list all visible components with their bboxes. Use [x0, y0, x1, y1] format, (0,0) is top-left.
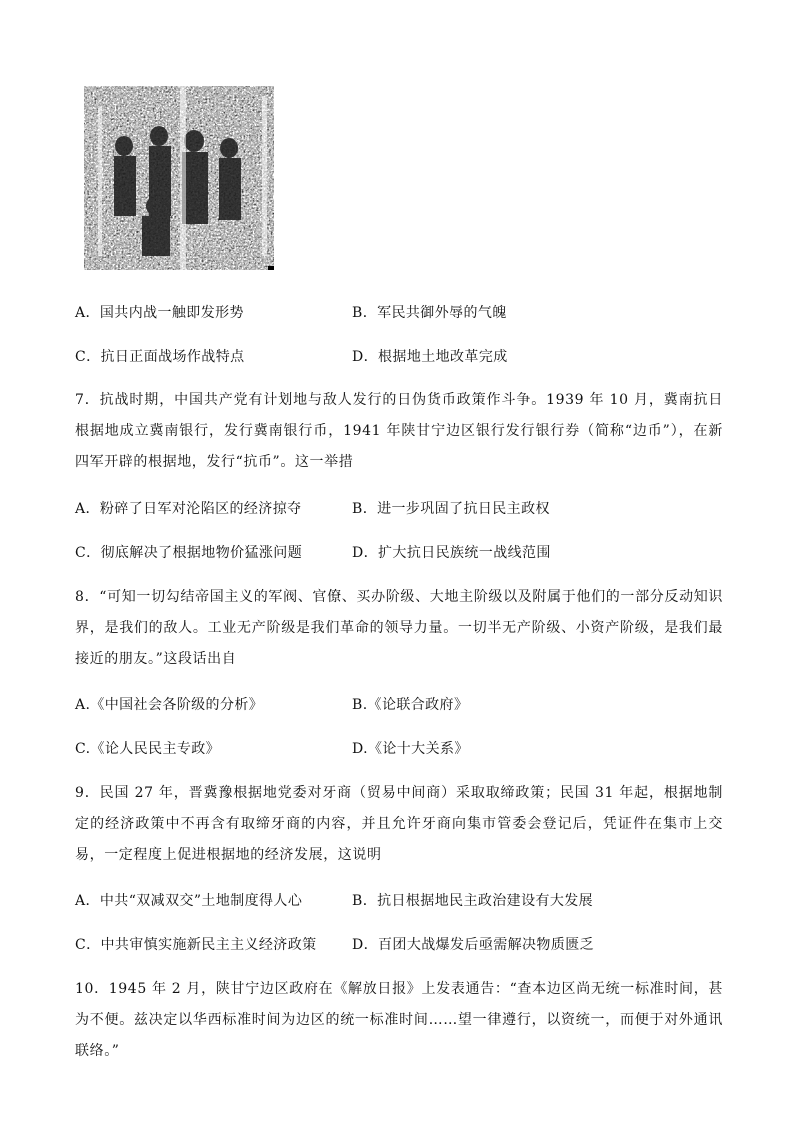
q8-option-d: D.《论十大关系》	[352, 741, 469, 757]
q6-option-c: C．抗日正面战场作战特点	[75, 349, 245, 365]
q6-option-b: B．军民共御外辱的气魄	[352, 305, 507, 321]
q9-option-d: D．百团大战爆发后亟需解决物质匮乏	[352, 937, 595, 953]
historical-photo	[84, 86, 280, 274]
q8-stem: 8．“可知一切勾结帝国主义的军阀、官僚、买办阶级、大地主阶级以及附属于他们的一部分反动知识界，是我们的敌人。工业无产阶级是我们革命的领导力量。一切半无产阶级、小资产阶级，是我们最接近的朋友。”这段话出自	[75, 589, 723, 667]
q10-stem: 10．1945 年 2 月，陕甘宁边区政府在《解放日报》上发表通告：“查本边区尚无统一标准时间，甚为不便。兹决定以华西标准时间为边区的统一标准时间……望一律遵行，以资统一，而便于对外通讯联络。”	[75, 981, 723, 1059]
q7-stem: 7．抗战时期，中国共产党有计划地与敌人发行的日伪货币政策作斗争。1939 年 10 月，冀南抗日根据地成立冀南银行，发行冀南银行币，1941 年陕甘宁边区银行发行银行券（简称“边币”），在新四军开辟的根据地，发行“抗币”。这一举措	[75, 392, 723, 470]
q8-option-b: B.《论联合政府》	[352, 697, 469, 713]
q7-option-c: C．彻底解决了根据地物价猛涨问题	[75, 545, 303, 561]
q6-option-d: D．根据地土地改革完成	[352, 349, 508, 365]
q9-option-b: B．抗日根据地民主政治建设有大发展	[352, 893, 594, 909]
q8-option-a: A.《中国社会各阶级的分析》	[75, 697, 264, 713]
q6-option-a: A．国共内战一触即发形势	[75, 305, 244, 321]
q9-option-c: C．中共审慎实施新民主主义经济政策	[75, 937, 317, 953]
q9-stem: 9．民国 27 年，晋冀豫根据地党委对牙商（贸易中间商）采取取缔政策；民国 31 年起，根据地制定的经济政策中不再含有取缔牙商的内容，并且允许牙商向集市管委会登记后，凭证件在集市上交易，一定程度上促进根据地的经济发展，这说明	[75, 785, 723, 863]
q7-option-d: D．扩大抗日民族统一战线范围	[352, 545, 551, 561]
q9-option-a: A．中共“双减双交”土地制度得人心	[75, 893, 303, 909]
q7-option-a: A．粉碎了日军对沦陷区的经济掠夺	[75, 501, 302, 517]
q7-option-b: B．进一步巩固了抗日民主政权	[352, 501, 550, 517]
q8-option-c: C.《论人民民主专政》	[75, 741, 221, 757]
